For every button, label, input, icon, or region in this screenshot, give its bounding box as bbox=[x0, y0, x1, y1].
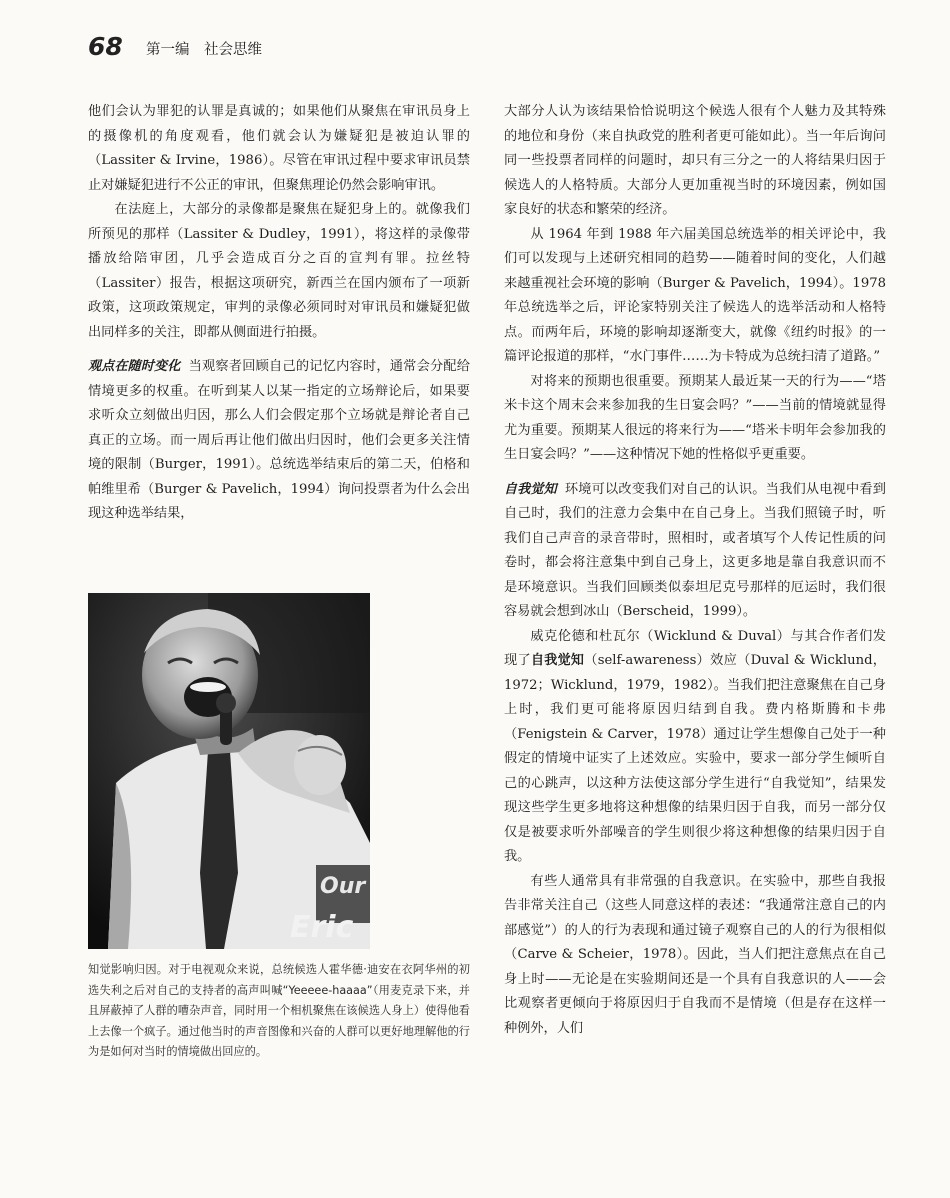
paragraph-text: 威克伦德和杜瓦尔（Wicklund & Duval）与其合作者们发现了 bbox=[504, 628, 886, 668]
paragraph: 对将来的预期也很重要。预期某人最近某一天的行为——“塔米卡这个周末会来参加我的生日宴会吗？”——当前的情境就显得尤为重要。预期某人很远的将来行为——“塔米卡明年会参加我的生日宴会吗？”——这种情况下她的性格似乎更重要。 bbox=[504, 373, 886, 462]
paragraph: 有些人通常具有非常强的自我意识。在实验中，那些自我报告非常关注自己（这些人同意这样的表述：“我通常注意自己的内部感觉”）的人的行为表现和通过镜子观察自己的人的行为很相似（Carve & Scheier，1978）。因此，当人们把注意焦点在自己身上时——无论是在实验期间还是一个具有自我意识的人——会比观察者更倾向于将原因归于自我而不是情境（但是存在这样一种例外，人们 bbox=[504, 873, 886, 1036]
left-column bbox=[88, 100, 470, 527]
paragraph bbox=[504, 478, 886, 625]
paragraph: 他们会认为罪犯的认罪是真诚的；如果他们从聚焦在审讯员身上的摄像机的角度观看，他们就会认为嫌疑犯是被迫认罪的（Lassiter & Irvine，1986）。尽管在审讯过程中要求审讯员禁止对嫌疑犯进行不公正的审讯，但聚焦理论仍然会影响审讯。 bbox=[88, 104, 470, 193]
paragraph bbox=[504, 625, 886, 870]
section-heading: 观点在随时变化 bbox=[88, 359, 181, 374]
photo-caption: 知觉影响归因。对于电视观众来说，总统候选人霍华德·迪安在衣阿华州的初选失利之后对自己的支持者的高声叫喊“Yeeeee-haaaa”（用麦克录下来，并且屏蔽掉了人群的嘈杂声音，同时用一个相机聚焦在该候选人身上）使得他看上去像一个疯子。通过他当时的声音图像和兴奋的人群可以更好地理解他的行为是如何对当时的情境做出回应的。 bbox=[88, 963, 470, 1058]
running-head: 第一编 社会思维 bbox=[146, 42, 262, 58]
photo-illustration bbox=[88, 593, 370, 949]
photo bbox=[88, 593, 370, 949]
key-term: 自我觉知 bbox=[531, 653, 585, 668]
section-heading: 自我觉知 bbox=[504, 481, 557, 497]
page-number: 68 bbox=[88, 32, 123, 61]
right-column bbox=[504, 100, 886, 1041]
sign-text-2: Eric bbox=[290, 910, 354, 945]
sign-text-1: Our bbox=[320, 874, 366, 899]
paragraph bbox=[88, 355, 470, 527]
paragraph: 在法庭上，大部分的录像都是聚焦在疑犯身上的。就像我们所预见的那样（Lassiter & Dudley，1991），将这样的录像带播放给陪审团，几乎会造成百分之百的宣判有罪。拉丝特（Lassiter）报告，根据这项研究，新西兰在国内颁布了一项新政策，这项政策规定，审判的录像必须同时对审讯员和嫌疑犯做出同样多的关注，即都从侧面进行拍摄。 bbox=[88, 202, 470, 340]
paragraph-text: 环境可以改变我们对自己的认识。当我们从电视中看到自己时，我们的注意力会集中在自己身上。当我们照镜子时，听我们自己声音的录音带时，照相时，或者填写个人传记性质的问卷时，都会将注意集中到自己身上，这更多地是靠自我意识而不是环境意识。当我们回顾类似泰坦尼克号那样的厄运时，我们很容易就会想到冰山（Berscheid，1999）。 bbox=[504, 481, 886, 619]
paragraph: 大部分人认为该结果恰恰说明这个候选人很有个人魅力及其特殊的地位和身份（来自执政党的胜利者更可能如此）。当一年后询问同一些投票者同样的问题时，却只有三分之一的人将结果归因于候选人的人格特质。大部分人更加重视当时的环境因素，例如国家良好的状态和繁荣的经济。 bbox=[504, 104, 886, 217]
paragraph-text: （self-awareness）效应（Duval & Wicklund，1972；Wicklund，1979，1982）。当我们把注意聚焦在自己身上时，我们更可能将原因归结到自我。费内格斯腾和卡弗（Fenigstein & Carver，1978）通过让学生想像自己处于一种假定的情境中证实了上述效应。实验中，要求一部分学生倾听自己的心跳声，以这种方法使这部分学生进行“自我觉知”，结果发现这些学生更多地将这种想像的结果归因于自我，而另一部分仅仅是被要求听外部噪音的学生则很少将这种想像的结果归因于自我。 bbox=[504, 653, 886, 864]
paragraph-text: 当观察者回顾自己的记忆内容时，通常会分配给情境更多的权重。在听到某人以某一指定的立场辩论后，如果要求听众立刻做出归因，那么人们会假定那个立场就是辩论者自己真正的立场。而一周后再让他们做出归因时，他们会更多关注情境的限制（Burger，1991）。总统选举结束后的第二天，伯格和帕维里希（Burger & Pavelich，1994）询问投票者为什么会出现这种选举结果， bbox=[88, 359, 470, 521]
paragraph: 从 1964 年到 1988 年六届美国总统选举的相关评论中，我们可以发现与上述研究相同的趋势——随着时间的变化，人们越来越重视社会环境的影响（Burger & Pavelich，1994）。1978 年总统选举之后，评论家特别关注了候选人的选举活动和人格特点。而两年后，环境的影响却逐渐变大，就像《纽约时报》的一篇评论报道的那样，“水门事件……为卡特成为总统扫清了道路。” bbox=[504, 226, 886, 364]
